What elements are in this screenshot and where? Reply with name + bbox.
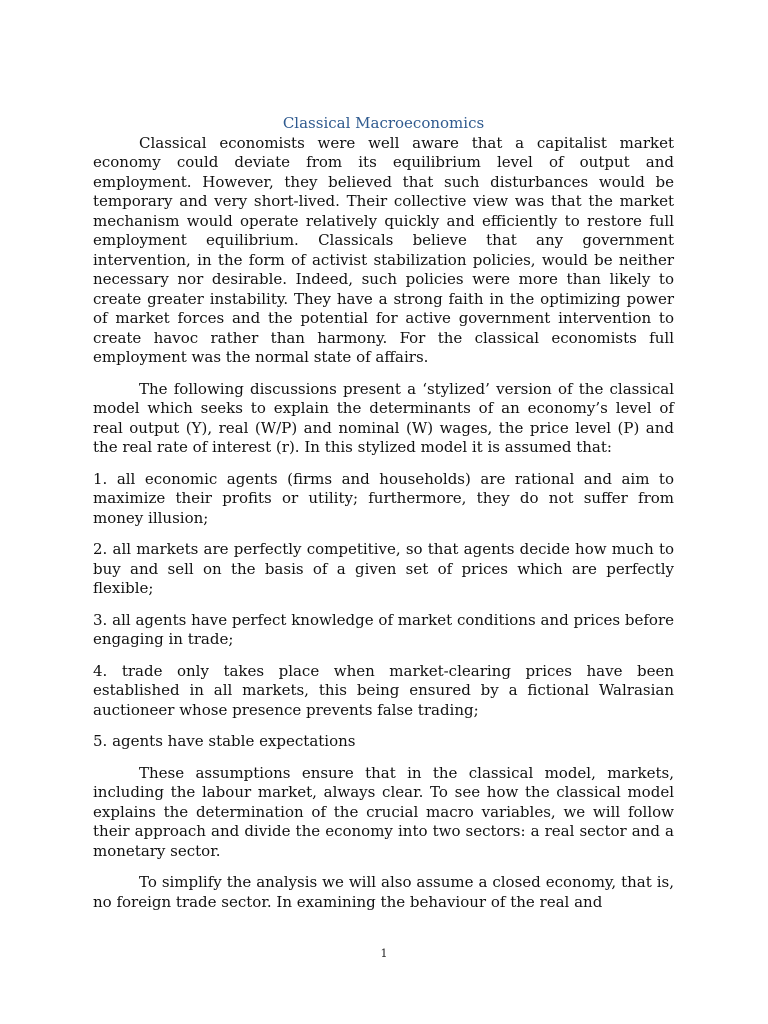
paragraph-intro: Classical economists were well aware that a capitalist market economy could deviate from its equilibrium level of output and employment. However, they believed that such disturbances would be temporary and very short-lived. Their collective view was that the market mechanism would operate relatively quickly and efficiently to restore full employment equilibrium. Classicals believe that any government intervention, in the form of activist stabilization policies, would be neither necessary nor desirable. Indeed, such policies were more than likely to create greater instability. They have a strong faith in the optimizing power of market forces and the potential for active government intervention to create havoc rather than harmony. For the classical economists full employment was the normal state of affairs. <box>93 133 674 366</box>
page-number: 1 <box>380 947 388 960</box>
paragraph-closed-economy: To simplify the analysis we will also assume a closed economy, that is, no foreign trade sector. In examining the behaviour of the real and <box>93 873 674 911</box>
page-title: Classical Macroeconomics <box>282 114 485 132</box>
assumption-3: 3. all agents have perfect knowledge of market conditions and prices before engaging in trade; <box>93 610 674 648</box>
page-content <box>93 114 674 924</box>
assumption-2: 2. all markets are perfectly competitive, so that agents decide how much to buy and sell on the basis of a given set of prices which are perfectly flexible; <box>93 540 674 597</box>
assumption-1: 1. all economic agents (firms and households) are rational and aim to maximize their profits or utility; furthermore, they do not suffer from money illusion; <box>93 469 674 527</box>
paragraph-stylized-model: The following discussions present a ‘stylized’ version of the classical model which seeks to explain the determinants of an economy’s level of real output (Y), real (W/P) and nominal (W) wages, the price level (P) and the real rate of interest (r). In this stylized model it is assumed that: <box>93 379 674 456</box>
assumption-4: 4. trade only takes place when market-clearing prices have been established in all markets, this being ensured by a fictional Walrasian auctioneer whose presence prevents false trading; <box>93 661 674 719</box>
paragraph-markets-clear: These assumptions ensure that in the classical model, markets, including the labour market, always clear. To see how the classical model explains the determination of the crucial macro variables, we will follow their approach and divide the economy into two sectors: a real sector and a monetary sector. <box>93 763 674 860</box>
assumption-5: 5. agents have stable expectations <box>93 732 356 750</box>
